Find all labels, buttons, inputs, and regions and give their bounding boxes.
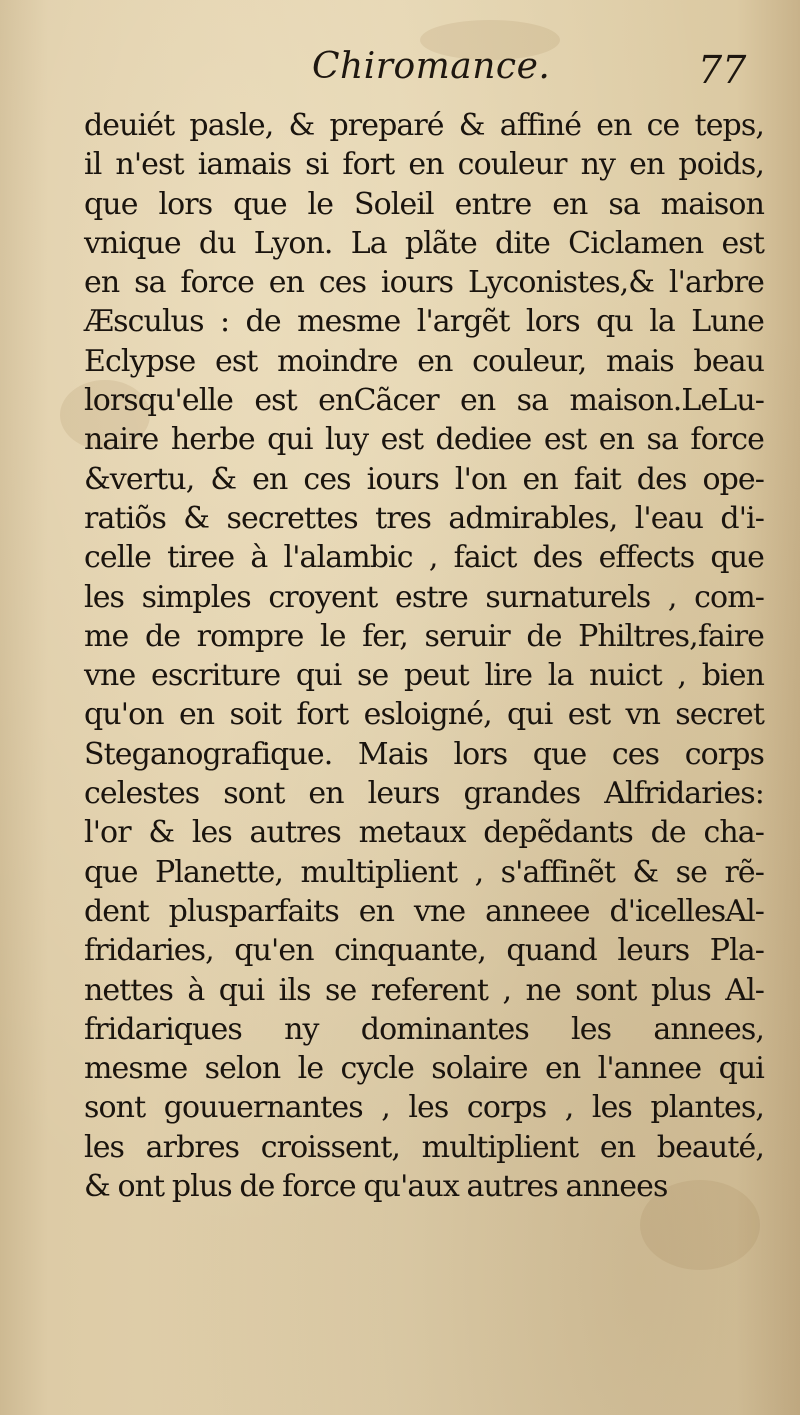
text-line: fridaries, qu'en cinquante, quand leurs Pla- [84, 933, 764, 969]
text-line: en sa force en ces iours Lyconistes,& l'arbre [84, 265, 764, 301]
running-title: Chiromance. [312, 46, 551, 87]
text-line: les simples croyent estre surnaturels , com- [84, 579, 764, 615]
text-line: deuiét pasle, & preparé & affiné en ce teps, [84, 108, 764, 143]
text-line: vne escriture qui se peut lire la nuict , bien [84, 658, 764, 694]
text-line: & ont plus de force qu'aux autres annees [84, 1169, 668, 1205]
body-text [84, 106, 764, 1206]
text-line: nettes à qui ils se referent , ne sont plus Al- [84, 972, 764, 1008]
text-line: que Planette, multiplient , s'affinẽt & se rẽ- [84, 854, 764, 890]
text-line: l'or & les autres metaux depẽdants de cha- [84, 815, 764, 851]
text-line: celestes sont en leurs grandes Alfridaries: [84, 776, 764, 812]
text-line: &vertu, & en ces iours l'on en fait des ope- [84, 461, 764, 497]
text-line: celle tiree à l'alambic , faict des effects que [84, 540, 764, 576]
text-line: les arbres croissent, multiplient en beauté, [84, 1129, 764, 1165]
text-line: Steganografique. Mais lors que ces corps [84, 736, 764, 772]
page-header [0, 46, 800, 102]
text-line: fridariques ny dominantes les annees, [84, 1011, 764, 1047]
text-line: lorsqu'elle est enCãcer en sa maison.LeLu- [84, 383, 764, 419]
page-number: 77 [698, 48, 747, 92]
text-line: Eclypse est moindre en couleur, mais beau [84, 343, 764, 379]
text-line: naire herbe qui luy est dediee est en sa force [84, 422, 764, 458]
text-line: qu'on en soit fort esloigné, qui est vn secret [84, 697, 764, 733]
text-line: Æsculus : de mesme l'argẽt lors qu la Lune [84, 304, 764, 340]
text-line: me de rompre le fer, seruir de Philtres,faire [84, 618, 764, 654]
text-line: dent plusparfaits en vne anneee d'icellesAl- [84, 893, 764, 929]
text-line: vnique du Lyon. La plãte dite Ciclamen est [84, 225, 764, 261]
text-line: il n'est iamais si fort en couleur ny en poids, [84, 147, 764, 183]
text-line: ratiõs & secrettes tres admirables, l'eau d'i- [84, 500, 764, 536]
text-line: mesme selon le cycle solaire en l'annee qui [84, 1051, 764, 1087]
text-line: sont gouuernantes , les corps , les plantes, [84, 1090, 764, 1126]
text-line: que lors que le Soleil entre en sa maison [84, 186, 764, 222]
